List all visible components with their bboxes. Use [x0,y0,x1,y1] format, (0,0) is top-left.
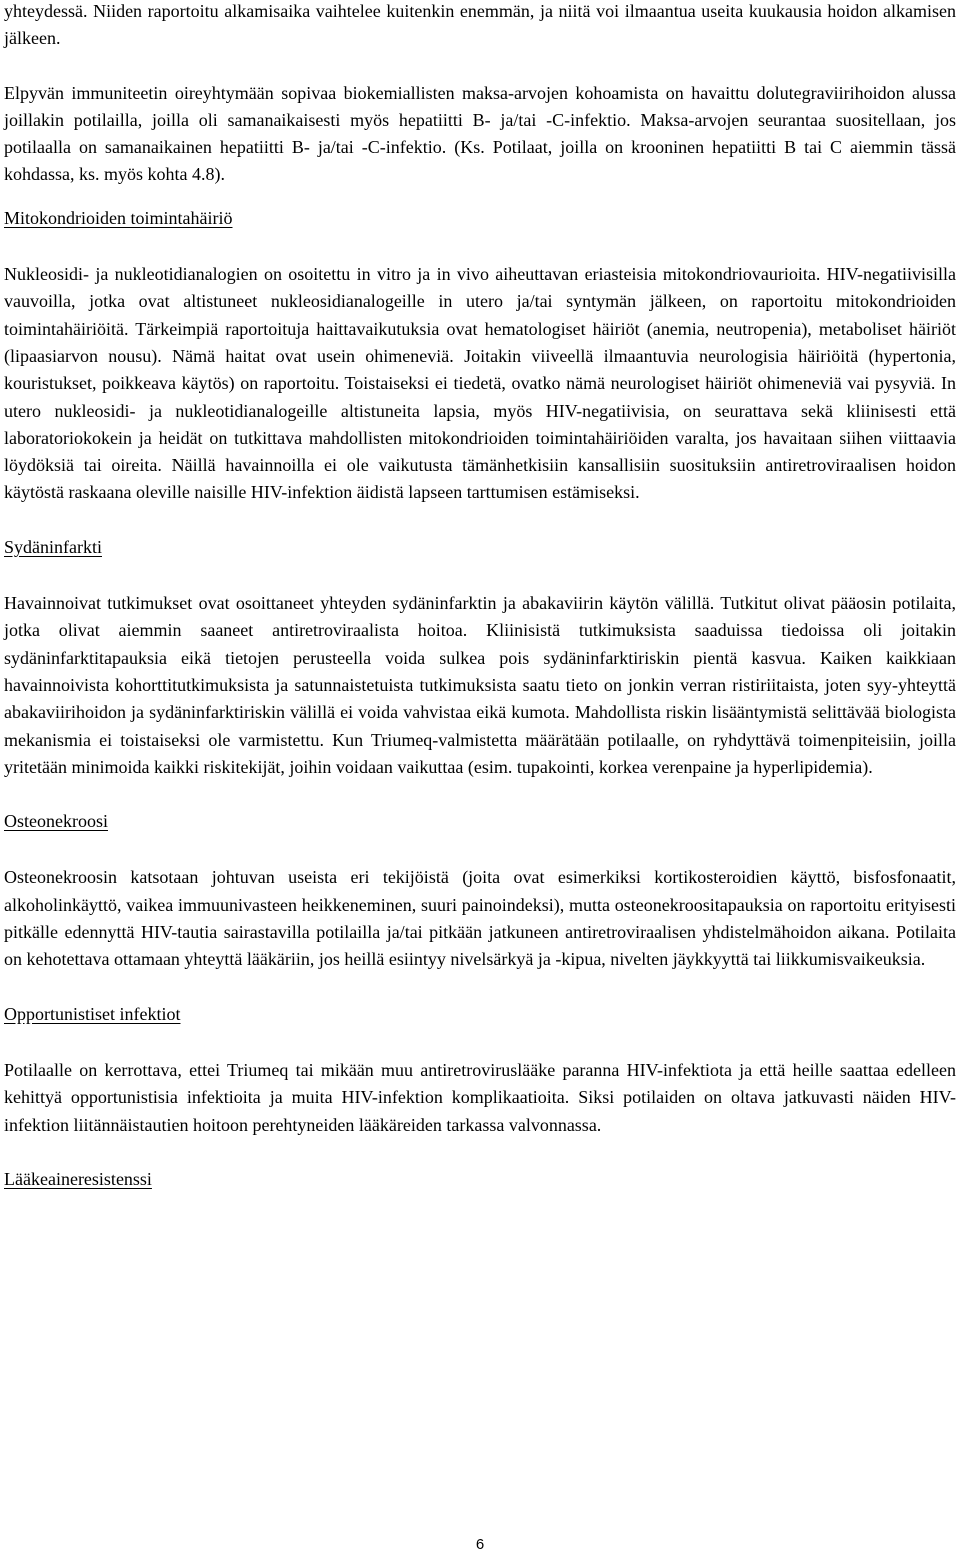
document-page [4,0,956,1193]
paragraph-myocardial-infarction: Havainnoivat tutkimukset ovat osoittaneet yhteyden sydäninfarktin ja abakaviirin käytön välillä. Tutkitut olivat pääosin potilaita, jotka olivat aiemmin saaneet antiretroviraalista hoitoa. Kliinisistä tutkimuksista saaduissa tiedoissa oli joitakin sydäninfarktitapauksia eikä tietojen perusteella voida sulkea pois sydäninfarktiriskin pientä kasvua. Kaiken kaikkiaan havainnoivista kohorttitutkimuksista ja satunnaistetuista tutkimuksista saatu tieto on jonkin verran ristiriitaista, joten syy-yhteyttä abakaviirihoidon ja sydäninfarktiriskin välillä ei voida vahvistaa eikä kumota. Mahdollista riskin lisääntymistä selittävää biologista mekanismia ei toistaiseksi ole varmistettu. Kun Triumeq-valmistetta määrätään potilaalle, on ryhdyttävä toimenpiteisiin, joilla yritetään minimoida kaikki riskitekijät, joihin voidaan vaikuttaa (esim. tupakointi, korkea verenpaine ja hyperlipidemia). [4,593,956,777]
heading-mitochondrial-dysfunction: Mitokondrioiden toimintahäiriö [4,207,233,228]
heading-drug-resistance: Lääkeaineresistenssi [4,1168,152,1189]
heading-opportunistic-infections: Opportunistiset infektiot [4,1003,181,1024]
paragraph-mitochondrial-dysfunction: Nukleosidi- ja nukleotidianalogien on osoitettu in vitro ja in vivo aiheuttavan eriasteisia mitokondriovaurioita. HIV-negatiivisilla vauvoilla, jotka ovat altistuneet nukleosidianalogeille in utero ja/tai syntymän jälkeen, on raportoitu mitokondrioiden toimintahäiriöitä. Tärkeimpiä raportoituja haittavaikutuksia ovat hematologiset häiriöt (anemia, neutropenia), metaboliset häiriöt (lipaasiarvon nousu). Nämä haitat ovat usein ohimeneviä. Joitakin viiveellä ilmaantuvia neurologisia häiriöitä (hypertonia, kouristukset, poikkeava käytös) on raportoitu. Toistaiseksi ei tiedetä, ovatko nämä neurologiset häiriöt ohimeneviä vai pysyviä. In utero nukleosidi- ja nukleotidianalogeille altistuneita lapsia, myös HIV-negatiivisia, on seurattava sekä kliinisesti että laboratoriokokein ja heidät on tutkittava mahdollisten mitokondrioiden toimintahäiriöiden varalta, jos havaitaan siihen viittaavia löydöksiä tai oireita. Näillä havainnoilla ei ole vaikutusta tämänhetkisiin kansallisiin suosituksiin antiretroviraalisen hoidon käytöstä raskaana oleville naisille HIV-infektion äidistä lapseen tarttumisen estämiseksi. [4,264,956,503]
heading-myocardial-infarction: Sydäninfarkti [4,536,102,557]
paragraph-opportunistic-infections: Potilaalle on kerrottava, ettei Triumeq tai mikään muu antiretroviruslääke paranna HIV-infektiota ja että heille saattaa edelleen kehittyä opportunistisia infektioita ja muita HIV-infektion komplikaatioita. Siksi potilaiden on oltava jatkuvasti näiden HIV-infektion liitännäistautien hoitoon perehtyneiden lääkäreiden tarkassa valvonnassa. [4,1059,956,1135]
paragraph-osteonecrosis: Osteonekroosin katsotaan johtuvan useista eri tekijöistä (joita ovat esimerkiksi kortikosteroidien käyttö, bisfosfonaatit, alkoholinkäyttö, vaikea immuunivasteen heikkeneminen, suuri painoindeksi), mutta osteonekroositapauksia on raportoitu erityisesti pitkälle edennyttä HIV-tautia sairastavilla potilailla ja/tai pitkään jatkuneen antiretroviraalisen yhdistelmähoidon aikana. Potilaita on kehotettava ottamaan yhteyttä lääkäriin, jos heillä esiintyy nivelsärkyä ja -kipua, nivelten jäykkyyttä tai liikkumisvaikeuksia. [4,867,956,970]
paragraph-liver-values: Elpyvän immuniteetin oireyhtymään sopivaa biokemiallisten maksa-arvojen kohoamista on havaittu dolutegraviirihoidon alussa joillakin potilailla, joilla oli samanaikaisesti myös hepatiitti B- ja/tai -C-infektio. Maksa-arvojen seurantaa suositellaan, jos potilaalla on samanaikainen hepatiitti B- ja/tai -C-infektio. (Ks. Potilaat, joilla on krooninen hepatiitti B tai C aiemmin tässä kohdassa, ks. myös kohta 4.8). [4,82,956,185]
paragraph-immune-reconstitution-continued: yhteydessä. Niiden raportoitu alkamisaika vaihtelee kuitenkin enemmän, ja niitä voi ilmaantua useita kuukausia hoidon alkamisen jälkeen. [4,1,956,49]
heading-osteonecrosis: Osteonekroosi [4,811,108,832]
page-number: 6 [475,1536,485,1553]
